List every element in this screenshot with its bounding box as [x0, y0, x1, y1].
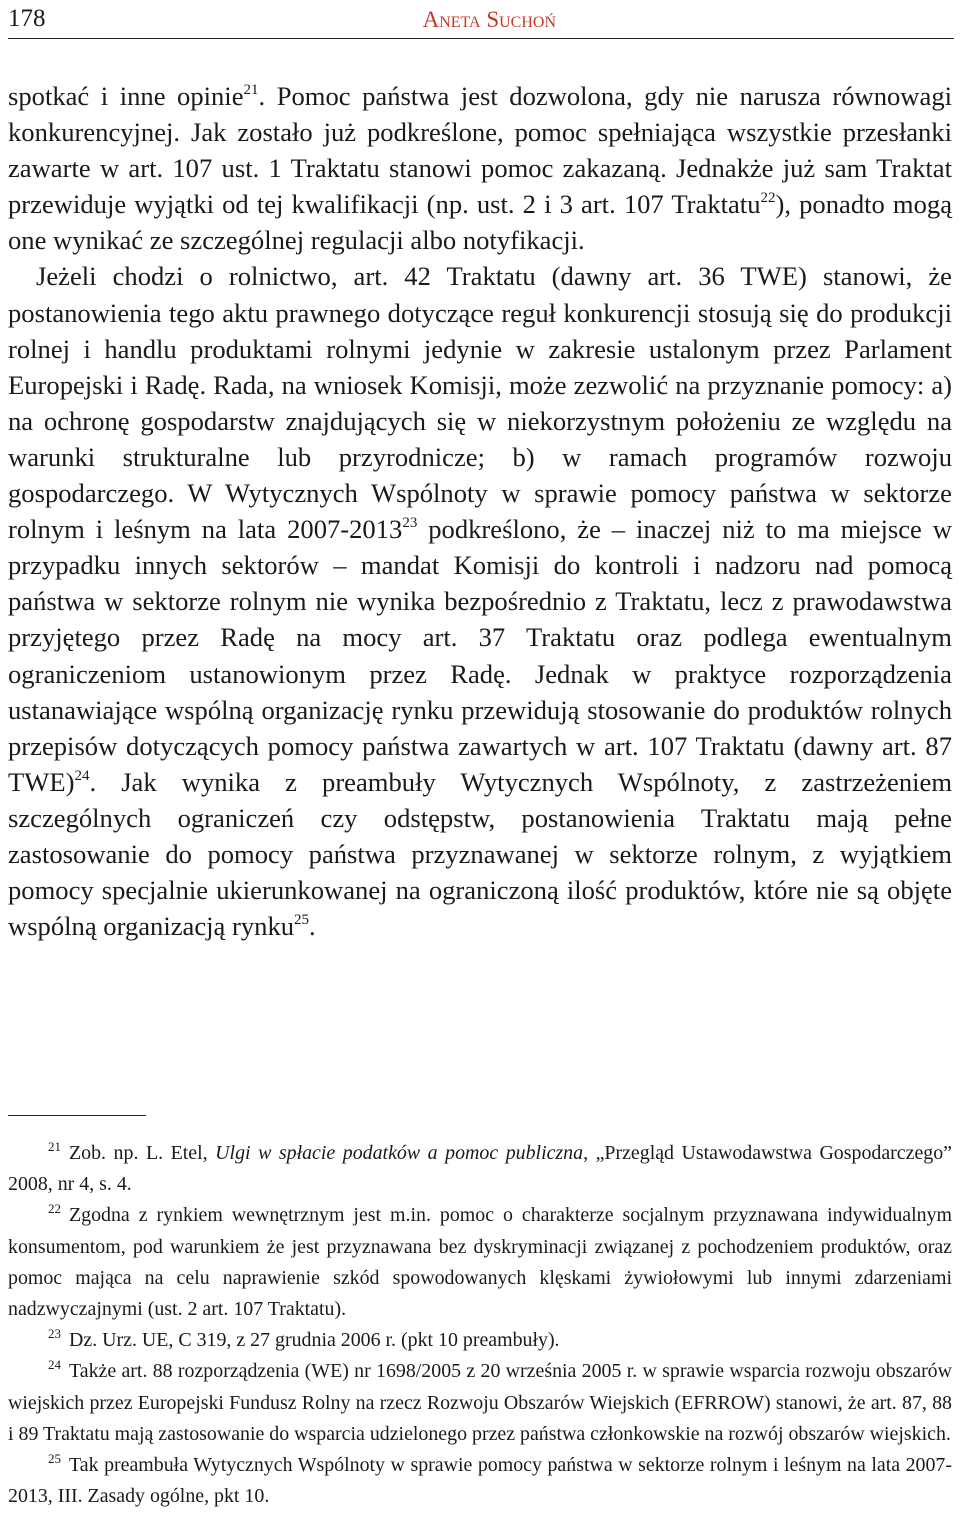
footnote-number: 24: [48, 1357, 61, 1373]
footnote-text: Tak preambuła Wytycznych Wspólnoty w sprawie pomocy państwa w sektorze rolnym i leśnym na lata 2007-2013, III. Zasady ogólne, pkt 10.: [8, 1454, 952, 1508]
footnote-text: Także art. 88 rozporządzenia (WE) nr 1698/2005 z 20 września 2005 r. w sprawie wsparcia rozwoju obszarów wiejskich przez Europejski Fundusz Rolny na rzecz Rozwoju Obszarów Wiejskich (EFRROW) stanowi, że art. 87, 88 i 89 Traktatu mają zastosowanie do wsparcia udzielonego przez państwa członkowskie na rozwój obszarów wiejskich.: [8, 1360, 952, 1445]
running-title-author: Aneta Suchoń: [422, 7, 556, 32]
footnote-24: [8, 1356, 952, 1450]
paragraph-text: . Jak wynika z preambuły Wytycznych Wspólnoty, z zastrzeżeniem szczególnych ograniczeń czy odstępstw, postanowienia Traktatu mają pełne zastosowanie do pomocy państwa przyznawanej w sektorze rolnym, z wyjątkiem pomocy specjalnie ukierunkowanej na ograniczoną ilość produktów, które nie są objęte wspólną organizacją rynku: [8, 766, 952, 942]
footnote-separator: [8, 1115, 146, 1116]
paragraph-2: [8, 258, 952, 944]
footnote-reference[interactable]: 25: [294, 912, 310, 929]
footnote-21: [8, 1138, 952, 1200]
paragraph-1: [8, 78, 952, 258]
paragraph-text: ), ponadto mogą one wynikać ze szczególnej regulacji albo notyfikacji.: [8, 189, 952, 256]
footnote-reference[interactable]: 24: [74, 767, 90, 784]
footnote-number: 21: [48, 1139, 61, 1154]
footnote-text: Dz. Urz. UE, C 319, z 27 grudnia 2006 r. (pkt 10 preambuły).: [69, 1329, 560, 1352]
page-number: 178: [8, 5, 46, 32]
paragraph-text: Jeżeli chodzi o rolnictwo, art. 42 Traktatu (dawny art. 36 TWE) stanowi, że postanowienia tego aktu prawnego dotyczące reguł konkurencji stosują się do produkcji rolnej i handlu produktami rolnymi jedynie w zakresie ustalonym przez Parlament Europejski i Radę. Rada, na wniosek Komisji, może zezwolić na przyznanie pomocy: a) na ochronę gospodarstw znajdujących się w niekorzystnym położeniu ze względu na warunki strukturalne lub przyrodnicze; b) w ramach programów rozwoju gospodarczego. W Wytycznych Wspólnoty w sprawie pomocy państwa w sektorze rolnym i leśnym na lata 2007-2013: [8, 261, 952, 545]
paragraph-text: spotkać i inne opinie: [8, 81, 244, 111]
footnote-reference[interactable]: 23: [402, 515, 418, 532]
footnote-23: [8, 1325, 952, 1356]
footnote-text: Zgodna z rynkiem wewnętrznym jest m.in. pomoc o charakterze socjalnym przyznawana indywidualnym konsumentom, pod warunkiem że jest przyznawana bez dyskryminacji związanej z pochodzeniem produktów, oraz pomoc mająca na celu naprawienie szkód spowodowanych klęskami żywiołowymi lub innymi zdarzeniami nadzwyczajnymi (ust. 2 art. 107 Traktatu).: [8, 1204, 952, 1321]
footnote-reference[interactable]: 21: [243, 82, 259, 98]
main-text: [8, 78, 952, 944]
footnotes: [8, 1138, 952, 1512]
footnote-text: , „Przegląd Ustawodawstwa Gospodarczego” 2008, nr 4, s. 4.: [8, 1142, 952, 1196]
running-head: [8, 0, 954, 39]
paragraph-text: .: [309, 911, 316, 942]
footnote-text: Zob. np. L. Etel,: [69, 1142, 216, 1164]
cited-title: Ulgi w spłacie podatków a pomoc publiczna: [215, 1142, 584, 1164]
paragraph-text: . Pomoc państwa jest dozwolona, gdy nie narusza równowagi konkurencyjnej. Jak zostało już podkreślone, pomoc spełniająca wszystkie przesłanki zawarte w art. 107 ust. 1 Traktatu stanowi pomoc zakazaną. Jednakże już sam Traktat przewiduje wyjątki od tej kwalifikacji (np. ust. 2 i 3 art. 107 Traktatu: [8, 81, 953, 220]
footnote-25: [8, 1450, 952, 1512]
footnote-number: 23: [48, 1326, 61, 1342]
footnote-number: 22: [48, 1201, 61, 1217]
paragraph-text: podkreślono, że – inaczej niż to ma miejsce w przypadku innych sektorów – mandat Komisji do kontroli i nadzoru nad pomocą państwa w sektorze rolnym nie wynika bezpośrednio z Traktatu, lecz z prawodawstwa przyjętego przez Radę na mocy art. 37 Traktatu oraz podlega ewentualnym ograniczeniom ustanowionym przez Radę. Jednak w praktyce rozporządzenia ustanawiające wspólną organizację rynku przewidują stosowanie do produktów rolnych przepisów dotyczących pomocy państwa zawartych w art. 107 Traktatu (dawny art. 87 TWE): [8, 514, 952, 797]
footnote-number: 25: [48, 1451, 61, 1467]
footnote-reference[interactable]: 22: [760, 190, 776, 207]
footnote-22: [8, 1200, 952, 1325]
